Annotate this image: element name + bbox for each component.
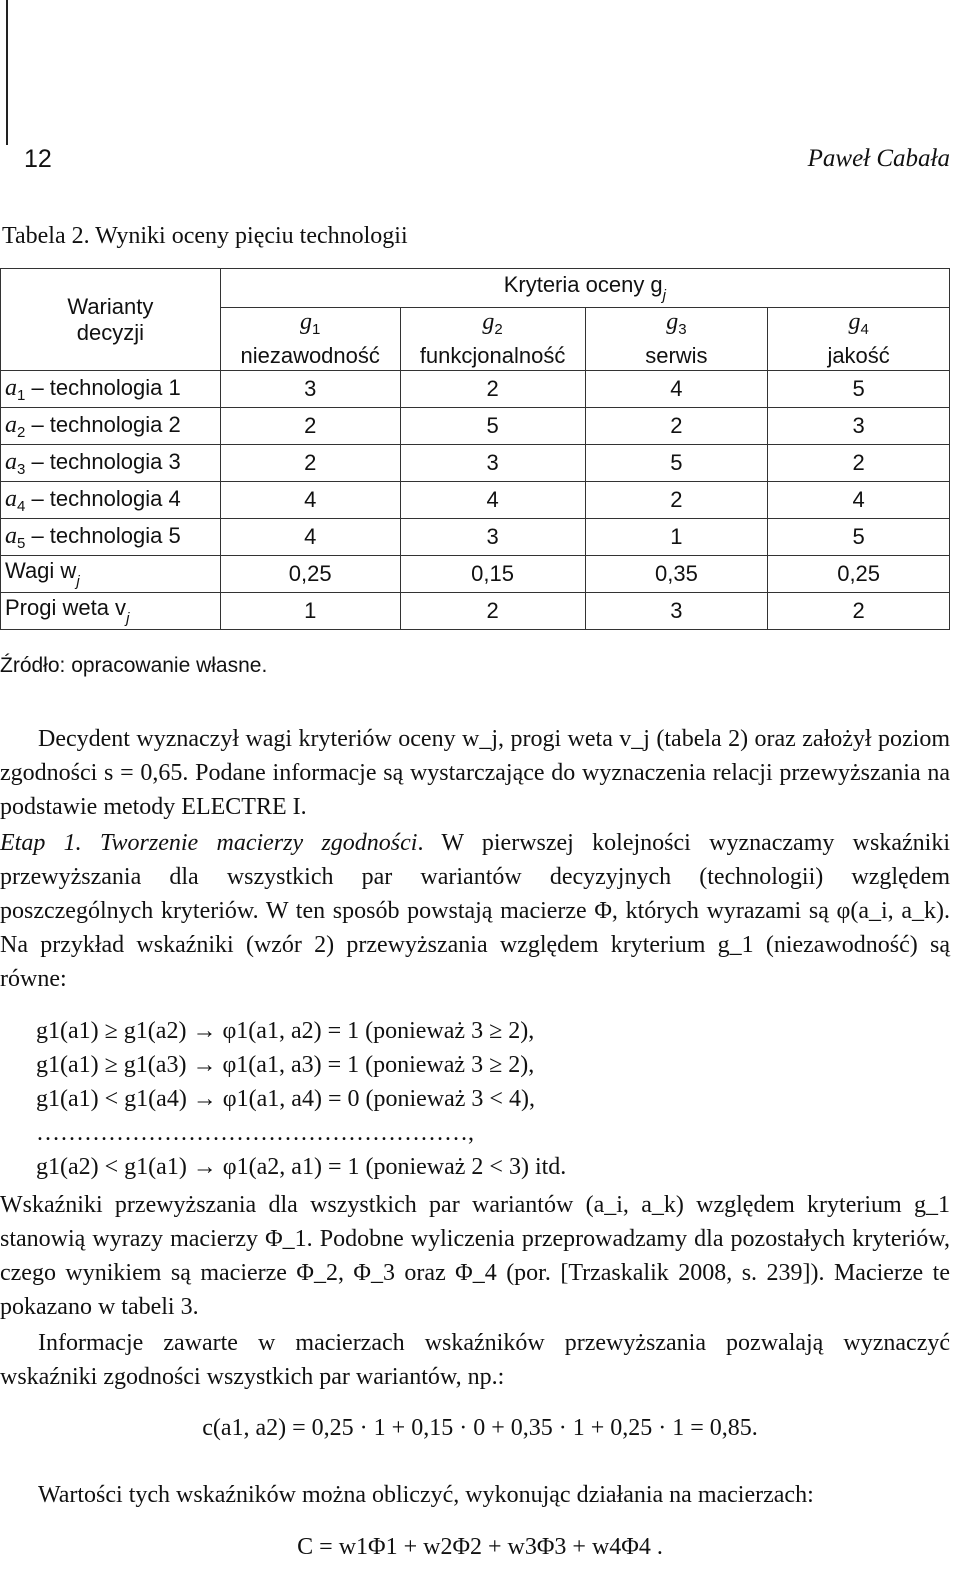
table-caption: Tabela 2. Wyniki oceny pięciu technologii bbox=[2, 223, 408, 249]
page-number: 12 bbox=[24, 145, 52, 173]
equation-matrix: C = w1Φ1 + w2Φ2 + w3Φ3 + w4Φ4 . bbox=[297, 1534, 663, 1560]
criterion-g4-header: $g_4$ jakość bbox=[768, 308, 950, 371]
source-note: Źródło: opracowanie własne. bbox=[0, 654, 268, 677]
table-row: $a_4$ – technologia 4 4 4 2 4 bbox=[1, 482, 950, 519]
criterion-g2-header: $g_2$ funkcjonalność bbox=[400, 308, 585, 371]
criteria-header: Kryteria oceny $g_j$ bbox=[220, 269, 949, 308]
stage-1-title: Etap 1. Tworzenie macierzy zgodności bbox=[0, 830, 418, 856]
criterion-g1-header: $g_1$ niezawodność bbox=[220, 308, 400, 371]
table-row: $a_5$ – technologia 5 4 3 1 5 bbox=[1, 519, 950, 556]
running-head-author: Paweł Cabała bbox=[807, 145, 950, 172]
criterion-g3-header: $g_3$ serwis bbox=[585, 308, 768, 371]
weights-row: Wagi $w_j$ 0,25 0,15 0,35 0,25 bbox=[1, 556, 950, 593]
math-line: g1(a1) < g1(a4) → φ1(a1, a4) = 0 (ponieważ 3 < 4), bbox=[36, 1086, 535, 1112]
math-line: ………………………………………………, bbox=[36, 1120, 474, 1146]
math-line: g1(a1) ≥ g1(a3) → φ1(a1, a3) = 1 (ponieważ 3 ≥ 2), bbox=[36, 1052, 535, 1078]
table-row: $a_2$ – technologia 2 2 5 2 3 bbox=[1, 408, 950, 445]
math-line: g1(a1) ≥ g1(a2) → φ1(a1, a2) = 1 (ponieważ 3 ≥ 2), bbox=[36, 1018, 535, 1044]
table-row: $a_1$ – technologia 1 3 2 4 5 bbox=[1, 371, 950, 408]
veto-row: Progi weta $v_j$ 1 2 3 2 bbox=[1, 593, 950, 630]
paragraph-stage-1: Etap 1. Tworzenie macierzy zgodności. W pierwszej kolejności wyznaczamy wskaźniki przewyższania dla wszystkich par wariantów decyzyjnych (technologii) względem poszczególnych kryteriów. W ten sposób powstają macierze Φ, których wyrazami są φ(a_i, a_k). Na przykład wskaźniki (wzór 2) przewyższania względem kryterium g_1 (niezawodność) są równe: bbox=[0, 830, 950, 992]
paragraph-concordance: Informacje zawarte w macierzach wskaźników przewyższania pozwalają wyznaczyć wskaźniki zgodności wszystkich par wariantów, np.: bbox=[0, 1330, 950, 1390]
table-row: $a_3$ – technologia 3 2 3 5 2 bbox=[1, 445, 950, 482]
paragraph-weights: Decydent wyznaczył wagi kryteriów oceny w_j, progi weta v_j (tabela 2) oraz założył poziom zgodności s = 0,65. Podane informacje są wystarczające do wyznaczenia relacji przewyższania na podstawie metody ELECTRE I. bbox=[0, 726, 950, 820]
equation-concordance: c(a1, a2) = 0,25 · 1 + 0,15 · 0 + 0,35 · 1 + 0,25 · 1 = 0,85. bbox=[202, 1415, 758, 1441]
paragraph-matrix-ops: Wartości tych wskaźników można obliczyć, wykonując działania na macierzach: bbox=[38, 1482, 814, 1508]
margin-rule bbox=[6, 0, 8, 145]
variants-header: Warianty decyzji bbox=[1, 269, 221, 371]
paragraph-matrices: Wskaźniki przewyższania dla wszystkich par wariantów (a_i, a_k) względem kryterium g_1 stanowią wyrazy macierzy Φ_1. Podobne wyliczenia przeprowadzamy dla pozostałych kryteriów, czego wynikiem są macierze Φ_2, Φ_3 oraz Φ_4 (por. [Trzaskalik 2008, s. 239]). Macierze te pokazano w tabeli 3. bbox=[0, 1192, 950, 1320]
results-table bbox=[0, 268, 950, 630]
math-line: g1(a2) < g1(a1) → φ1(a2, a1) = 1 (ponieważ 2 < 3) itd. bbox=[36, 1154, 567, 1180]
